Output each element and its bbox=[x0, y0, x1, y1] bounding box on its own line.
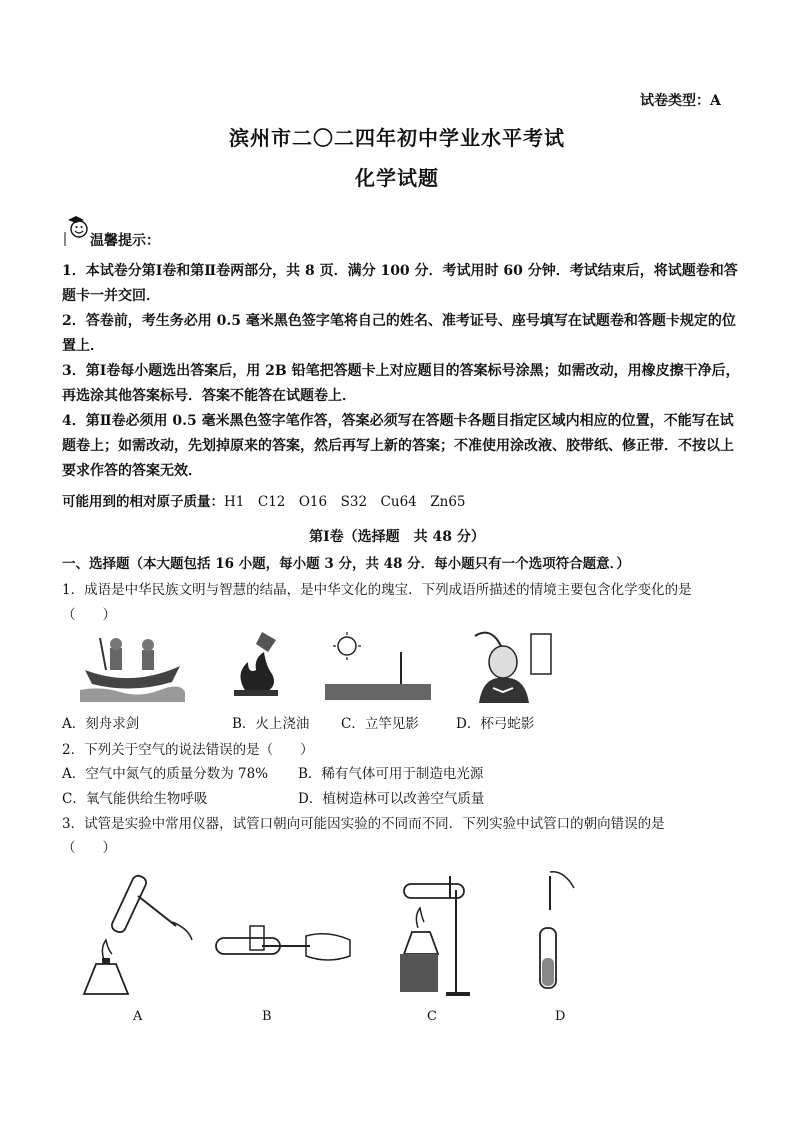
q2-option-b: B．稀有气体可用于制造电光源 bbox=[298, 766, 484, 782]
q2-stem: 2．下列关于空气的说法错误的是（ ） bbox=[62, 742, 314, 758]
q2-option-a: A．空气中氮气的质量分数为 78% bbox=[62, 766, 269, 782]
experiment-a-picture bbox=[80, 868, 200, 998]
q1-option-d: D．杯弓蛇影 bbox=[456, 716, 535, 732]
q3-label-d: D bbox=[555, 1009, 566, 1024]
experiment-c-picture bbox=[390, 870, 480, 1000]
q1-option-a: A．刻舟求剑 bbox=[62, 716, 140, 732]
section-title: 一、选择题（本大题包括 16 小题，每小题 3 分，共 48 分．每小题只有一个选项符合题意．） bbox=[62, 556, 630, 572]
q1-stem: 1．成语是中华民族文明与智慧的结晶，是中华文化的瑰宝．下列成语所描述的情境主要包含化学变化的是 bbox=[62, 582, 692, 598]
q3-label-b: B bbox=[262, 1009, 272, 1024]
q2-option-c: C．氧气能供给生物呼吸 bbox=[62, 791, 208, 807]
smiley-icon bbox=[62, 212, 90, 246]
q1-blank: （ ） bbox=[62, 607, 116, 623]
q3-label-a: A bbox=[133, 1009, 143, 1024]
rule-4: 4．第Ⅱ卷必须用 0.5 毫米黑色签字笔作答，答案必须写在答题卡各题目指定区域内相应的位置，不能写在试题卷上；如需改动，先划掉原来的答案，然后再写上新的答案；不准使用涂改液、胶带纸、修正带．不按以上要求作答的答案无效． bbox=[62, 413, 734, 479]
rule-2: 2．答卷前，考生务必用 0.5 毫米黑色签字笔将自己的姓名、准考证号、座号填写在试题卷和答题卡规定的位置上． bbox=[62, 313, 736, 354]
exam-title: 滨州市二〇二四年初中学业水平考试 bbox=[229, 126, 565, 150]
experiment-b-picture bbox=[210, 910, 360, 980]
rule-3: 3．第Ⅰ卷每小题选出答案后，用 2B 铅笔把答题卡上对应题目的答案标号涂黑；如需改动，用橡皮擦干净后，再选涂其他答案标号．答案不能答在试题卷上． bbox=[62, 363, 740, 404]
pole-shadow-picture bbox=[323, 632, 433, 702]
q2-option-d: D．植树造林可以改善空气质量 bbox=[298, 791, 485, 807]
fire-picture bbox=[226, 630, 286, 700]
atomic-mass-line bbox=[62, 491, 466, 513]
atomic-mass-label: 可能用到的相对原子质量： bbox=[62, 494, 224, 510]
q3-label-c: C bbox=[427, 1009, 437, 1024]
rule-1: 1．本试卷分第Ⅰ卷和第Ⅱ卷两部分，共 8 页．满分 100 分．考试用时 60 分钟．考试结束后，将试题卷和答题卡一并交回． bbox=[62, 263, 738, 304]
tips-heading: 温馨提示： bbox=[90, 233, 160, 249]
part1-heading: 第Ⅰ卷（选择题 共 48 分） bbox=[309, 529, 485, 545]
cup-snake-picture bbox=[455, 628, 555, 703]
q1-option-b: B．火上浇油 bbox=[232, 716, 310, 732]
q3-blank: （ ） bbox=[62, 840, 116, 856]
q1-option-c: C．立竿见影 bbox=[341, 716, 419, 732]
boat-picture bbox=[80, 630, 185, 702]
q3-stem: 3．试管是实验中常用仪器，试管口朝向可能因实验的不同而不同．下列实验中试管口的朝向错误的是 bbox=[62, 816, 665, 832]
atomic-mass-values: H1 C12 O16 S32 Cu64 Zn65 bbox=[224, 494, 466, 510]
experiment-d-picture bbox=[530, 866, 590, 998]
subject-title: 化学试题 bbox=[355, 166, 439, 190]
paper-type: 试卷类型：A bbox=[640, 93, 721, 109]
